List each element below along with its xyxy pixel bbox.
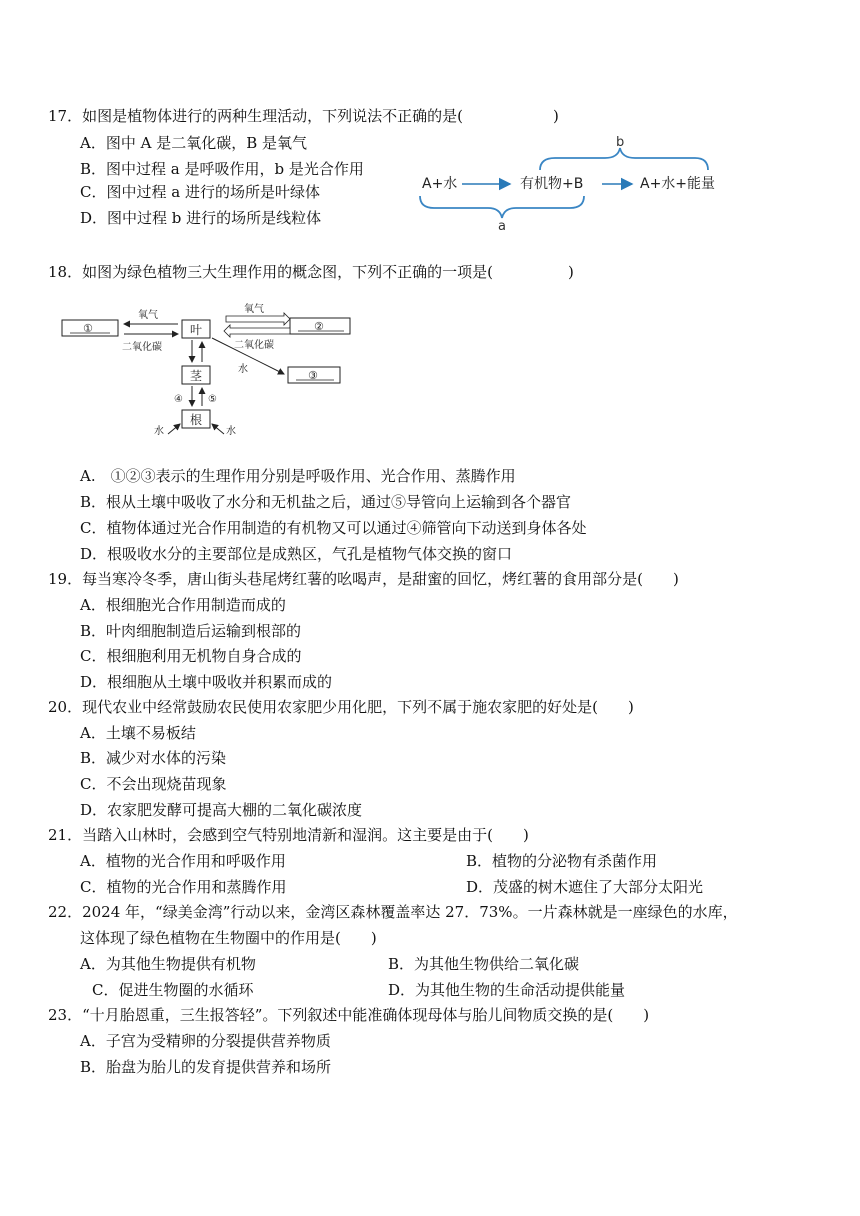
q22-option-b: B．为其他生物供给二氧化碳 [388,955,580,973]
q17-stem: 17．如图是植物体进行的两种生理活动，下列说法不正确的是( ) [48,107,559,125]
q19-option-b: B．叶肉细胞制造后运输到根部的 [80,622,302,640]
q23-option-a: A．子宫为受精卵的分裂提供营养物质 [80,1032,331,1050]
q22-stem-line1: 22．2024 年，“绿美金湾”行动以来，金湾区森林覆盖率达 27．73%。一片森林就是一座绿色的水库， [48,903,738,921]
q18-option-d: D．根吸收水分的主要部位是成熟区，气孔是植物气体交换的窗口 [80,545,513,563]
q21-option-d: D．茂盛的树木遮住了大部分太阳光 [466,878,704,896]
q18-label-4: ④ [174,394,183,405]
q20-option-b: B．减少对水体的污染 [80,749,227,767]
q23-stem: 23．“十月胎恩重，三生报答轻”。下列叙述中能准确体现母体与胎儿间物质交换的是( ) [48,1006,650,1024]
q22-option-d: D．为其他生物的生命活动提供能量 [388,981,626,999]
q17-option-c: C．图中过程 a 进行的场所是叶绿体 [80,183,320,201]
q20-stem: 20．现代农业中经常鼓励农民使用农家肥少用化肥，下列不属于施农家肥的好处是( ) [48,698,634,716]
q17-option-a: A．图中 A 是二氧化碳，B 是氧气 [80,134,307,152]
q18-option-c: C．植物体通过光合作用制造的有机物又可以通过④筛管向下动送到身体各处 [80,519,587,537]
q17-node-middle: 有机物+B [520,176,584,192]
q17-option-b: B．图中过程 a 是呼吸作用，b 是光合作用 [80,160,364,178]
q23-option-b: B．胎盘为胎儿的发育提供营养和场所 [80,1058,332,1076]
q18-diagram [58,300,358,440]
q18-label-oxygen-right: 氧气 [244,304,264,315]
q17-label-b: b [616,135,625,150]
q18-label-oxygen-left: 氧气 [138,310,158,321]
q21-stem: 21．当踏入山林时，会感到空气特别地清新和湿润。这主要是由于( ) [48,826,529,844]
q22-stem-line2: 这体现了绿色植物在生物圈中的作用是( ) [80,929,377,947]
q18-node-root: 根 [190,413,203,427]
q18-option-a: A. ①②③表示的生理作用分别是呼吸作用、光合作用、蒸腾作用 [80,467,516,485]
q21-option-a: A．植物的光合作用和呼吸作用 [80,852,286,870]
q17-node-right: A+水+能量 [640,176,716,192]
q18-stem: 18．如图为绿色植物三大生理作用的概念图，下列不正确的一项是( ) [48,263,574,281]
q21-option-c: C．植物的光合作用和蒸腾作用 [80,878,287,896]
q17-option-d: D．图中过程 b 进行的场所是线粒体 [80,209,322,227]
q18-box1: ① [83,322,93,335]
q18-option-b: B．根从土壤中吸收了水分和无机盐之后，通过⑤导管向上运输到各个器官 [80,493,572,511]
q19-option-d: D．根细胞从土壤中吸收并积累而成的 [80,673,333,691]
q22-option-c: C．促进生物圈的水循环 [92,981,254,999]
q18-label-co2-right: 二氧化碳 [234,340,274,351]
q18-label-co2-left: 二氧化碳 [122,342,162,353]
q17-node-left: A+水 [422,176,458,192]
q17-label-a: a [498,219,506,232]
q19-option-a: A．根细胞光合作用制造而成的 [80,596,286,614]
q17-diagram [410,132,740,232]
q20-option-a: A．土壤不易板结 [80,724,196,742]
q19-stem: 19．每当寒冷冬季，唐山街头巷尾烤红薯的吆喝声，是甜蜜的回忆，烤红薯的食用部分是( ) [48,570,679,588]
q18-box3: ③ [308,369,318,382]
q20-option-d: D．农家肥发酵可提高大棚的二氧化碳浓度 [80,801,363,819]
q18-label-water-left: 水 [154,426,164,437]
q18-node-leaf: 叶 [190,323,203,337]
q18-label-water-diag: 水 [238,364,248,375]
q18-label-5: ⑤ [208,394,217,405]
q18-label-water-right: 水 [226,426,236,437]
q22-option-a: A．为其他生物提供有机物 [80,955,256,973]
q18-node-stem: 茎 [190,369,203,383]
q20-option-c: C．不会出现烧苗现象 [80,775,227,793]
q21-option-b: B．植物的分泌物有杀菌作用 [466,852,658,870]
q18-box2: ② [314,320,324,333]
q19-option-c: C．根细胞利用无机物自身合成的 [80,647,302,665]
